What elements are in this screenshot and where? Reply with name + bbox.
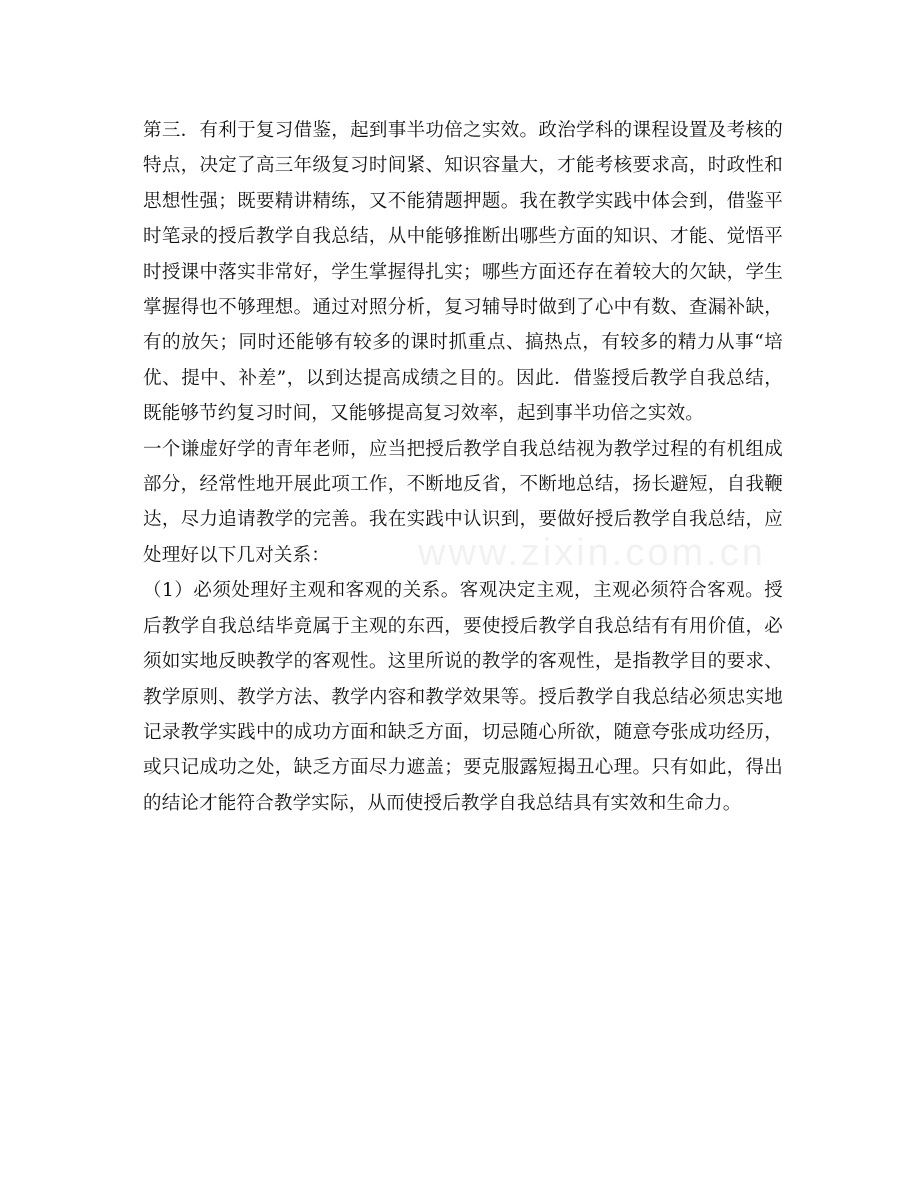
watermark: www.zixin.com.cn <box>418 532 766 574</box>
paragraph-subjective-objective: （1）必须处理好主观和客观的关系。客观决定主观，主观必须符合客观。授后教学自我总结毕竟属于主观的东西，要使授后教学自我总结有有用价值，必须如实地反映教学的客观性。这里所说的教学的客观性，是指教学目的要求、教学原则、教学方法、教学内容和教学效果等。授后教学自我总结必须忠实地记录教学实践中的成功方面和缺乏方面，切忌随心所欲，随意夸张成功经历，或只记成功之处，缺乏方面尽力遮盖；要克服露短揭丑心理。只有如此，得出的结论才能符合教学实际，从而使授后教学自我总结具有实效和生命力。 <box>143 580 783 814</box>
paragraph-review-benefits: 第三．有利于复习借鉴，起到事半功倍之实效。政治学科的课程设置及考核的特点，决定了高三年级复习时间紧、知识容量大，才能考核要求高，时政性和思想性强；既要精讲精练，又不能猜题押题。我在教学实践中体会到，借鉴平时笔录的授后教学自我总结，从中能够推断出哪些方面的知识、才能、觉悟平时授课中落实非常好，学生掌握得扎实；哪些方面还存在着较大的欠缺，学生掌握得也不够理想。通过对照分析，复习辅导时做到了心中有数、查漏补缺，有的放矢；同时还能够有较多的课时抓重点、搞热点，有较多的精力从事“培优、提中、补差”，以到达提高成绩之目的。因此．借鉴授后教学自我总结，既能够节约复习时间，又能够提高复习效率，起到事半功倍之实效。 <box>143 120 783 425</box>
paragraph-young-teacher: 一个谦虚好学的青年老师，应当把授后教学自我总结视为教学过程的有机组成部分，经常性地开展此项工作，不断地反省，不断地总结，扬长避短，自我鞭达，尽力追请教学的完善。我在实践中认识到，要做好授后教学自我总结，应处理好以下几对关系： <box>143 438 783 566</box>
document-body <box>143 113 783 821</box>
